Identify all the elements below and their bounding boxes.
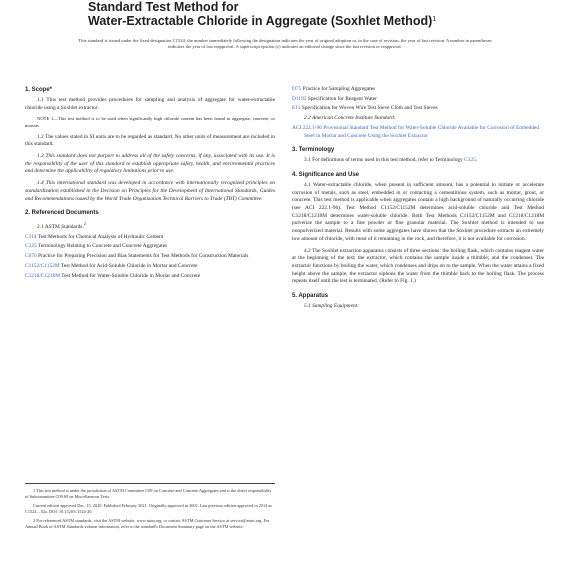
title-line-1: Standard Test Method for	[88, 0, 239, 14]
aci-reference-link[interactable]: ACI 222.1-96 Provisional Standard Test Method for Water-Soluble Chloride Available for Corrosion of Embedded Steel in Mortar and Concrete Using the Soxhlet Extractor	[292, 124, 540, 139]
title-line-2: Water-Extractable Chloride in Aggregate (Soxhlet Method)$^1$	[88, 14, 437, 28]
reference-item[interactable]: C670 Practice for Preparing Precision and Bias Statements for Test Methods for Construction Materials	[25, 253, 249, 260]
right-column	[292, 86, 544, 315]
terminology-link[interactable]: C125	[464, 157, 476, 164]
reference-item[interactable]: C114 Test Methods for Chemical Analysis of Hydraulic Cement	[25, 233, 164, 240]
paragraph-4-2: 4.2 The Soxhlet extraction apparatus consists of three sections: the boiling flask, which contains reagent water at the beginning of the test; the extractor, which contains the sample inside a thimble; and the condenser. The extractor functions by boiling the water, which condenses and drips on to the sample. When the water attains a fixed height above the sample, the extractor siphons the water from the thimble back to the boiling flask. The process repeats itself until the test is terminated. (Refer to Fig. 1.)	[292, 247, 544, 285]
designation-intro: This standard is issued under the fixed designation C1524; the number immediately following the designation indicates the year of original adoption or, in the case of revision, the year of last revision. A number in parentheses indicates the year of last reapproval. A superscript epsilon (ε) indicates an editorial change since the last revision or reapproval.	[78, 38, 492, 50]
paragraph-3-1: 3.1 For definitions of terms used in this test method, refer to Terminology C125.	[304, 157, 478, 164]
left-column	[25, 86, 275, 282]
section-heading-terminology: 3. Terminology	[292, 147, 335, 154]
reference-item[interactable]: D75 Practice for Sampling Aggregates	[292, 86, 376, 92]
paragraph-1-1: 1.1 This test method provides procedures for sampling and analysis of aggregate for water-extractable chloride using a Soxhlet extractor.	[25, 97, 275, 111]
reference-item[interactable]: D1193 Specification for Reagent Water	[292, 95, 377, 102]
reference-item[interactable]: E11 Specification for Woven Wire Test Sieve Cloth and Test Sieves	[292, 105, 438, 112]
reference-item[interactable]: C1152/C1152M Test Method for Acid-Soluble Chloride in Mortar and Concrete	[25, 262, 198, 269]
paragraph-1-3: 1.3 This standard does not purport to address all of the safety concerns, if any, associated with its use. It is the responsibility of the user of this standard to establish appropriate safety, health, and environmental practices and determine the applicability of regulatory limitations prior to use.	[25, 153, 275, 175]
section-heading-referenced-documents: 2. Referenced Documents	[25, 210, 99, 217]
section-heading-significance-and-use: 4. Significance and Use	[292, 171, 360, 178]
paragraph-4-1: 4.1 Water-extractable chloride, when present in sufficient amount, has a potential to initiate or accelerate corrosion of metals, such as steel, embedded in or contacting a cementitious system, such as mortar, grout, or concrete. This test method is applicable when aggregates contain a high background of naturally occurring chloride (see ACI 222.1-96). Test Method C1152/C1152M determines acid-soluble chloride and Test Method C1218/C1218M determines water-soluble chloride. Both Test Methods C1152/C1152M and C1218/C1218M pulverize the sample to a fine powder or fine granular material. The Soxhlet method is intended to use nonpulverized material. Results with some aggregates have shown that the Soxhlet procedure extracts an extremely low amount of chloride, with most of it remaining in the rock, and therefore, it is not available for corrosion.	[292, 181, 544, 242]
footnote-1-edition: Current edition approved Dec. 15, 2020. Published February 2021. Originally approved in 2002. Last previous edition approved in 2014 as C1524 – 02a. DOI: 10.1520/C1524-20.	[25, 503, 272, 514]
paragraph-2-2: 2.2 American Concrete Institute Standard:	[304, 115, 396, 122]
document-title	[88, 0, 558, 28]
footnotes	[25, 483, 275, 533]
section-heading-apparatus: 5. Apparatus	[292, 293, 329, 300]
footnote-1: 1 This test method is under the jurisdiction of ASTM Committee C09 on Concrete and Concrete Aggregates and is the direct responsibility of Subcommittee C09.69 on Miscellaneous Tests.	[25, 488, 272, 499]
paragraph-2-1: 2.1 ASTM Standards:$^2$	[37, 221, 86, 231]
note-1: NOTE 1—This test method is to be used when significantly high chloride content has been found in aggregate, concrete, or mortars.	[25, 116, 275, 128]
paragraph-1-4: 1.4 This international standard was developed in accordance with internationally recognized principles on standardization established in the Decision on Principles for the Development of International Standards, Guides and Recommendations issued by the World Trade Organization Technical Barriers to Trade (TBT) Committee.	[25, 180, 275, 202]
reference-item[interactable]: C1218/C1218M Test Method for Water-Soluble Chloride in Mortar and Concrete	[25, 272, 201, 279]
footnote-2: 2 For referenced ASTM standards, visit the ASTM website, www.astm.org, or contact ASTM Customer Service at service@astm.org. For Annual Book of ASTM Standards volume information, refer to the standard's Document Summary page on the ASTM website.	[25, 518, 270, 529]
reference-item[interactable]: C125 Terminology Relating to Concrete and Concrete Aggregates	[25, 243, 168, 250]
section-heading-scope: 1. Scope*	[25, 87, 53, 93]
paragraph-5-1: 5.1 Sampling Equipment:	[304, 303, 359, 310]
paragraph-1-2: 1.2 The values stated in SI units are to be regarded as standard. No other units of measurement are included in this standard.	[25, 133, 275, 148]
